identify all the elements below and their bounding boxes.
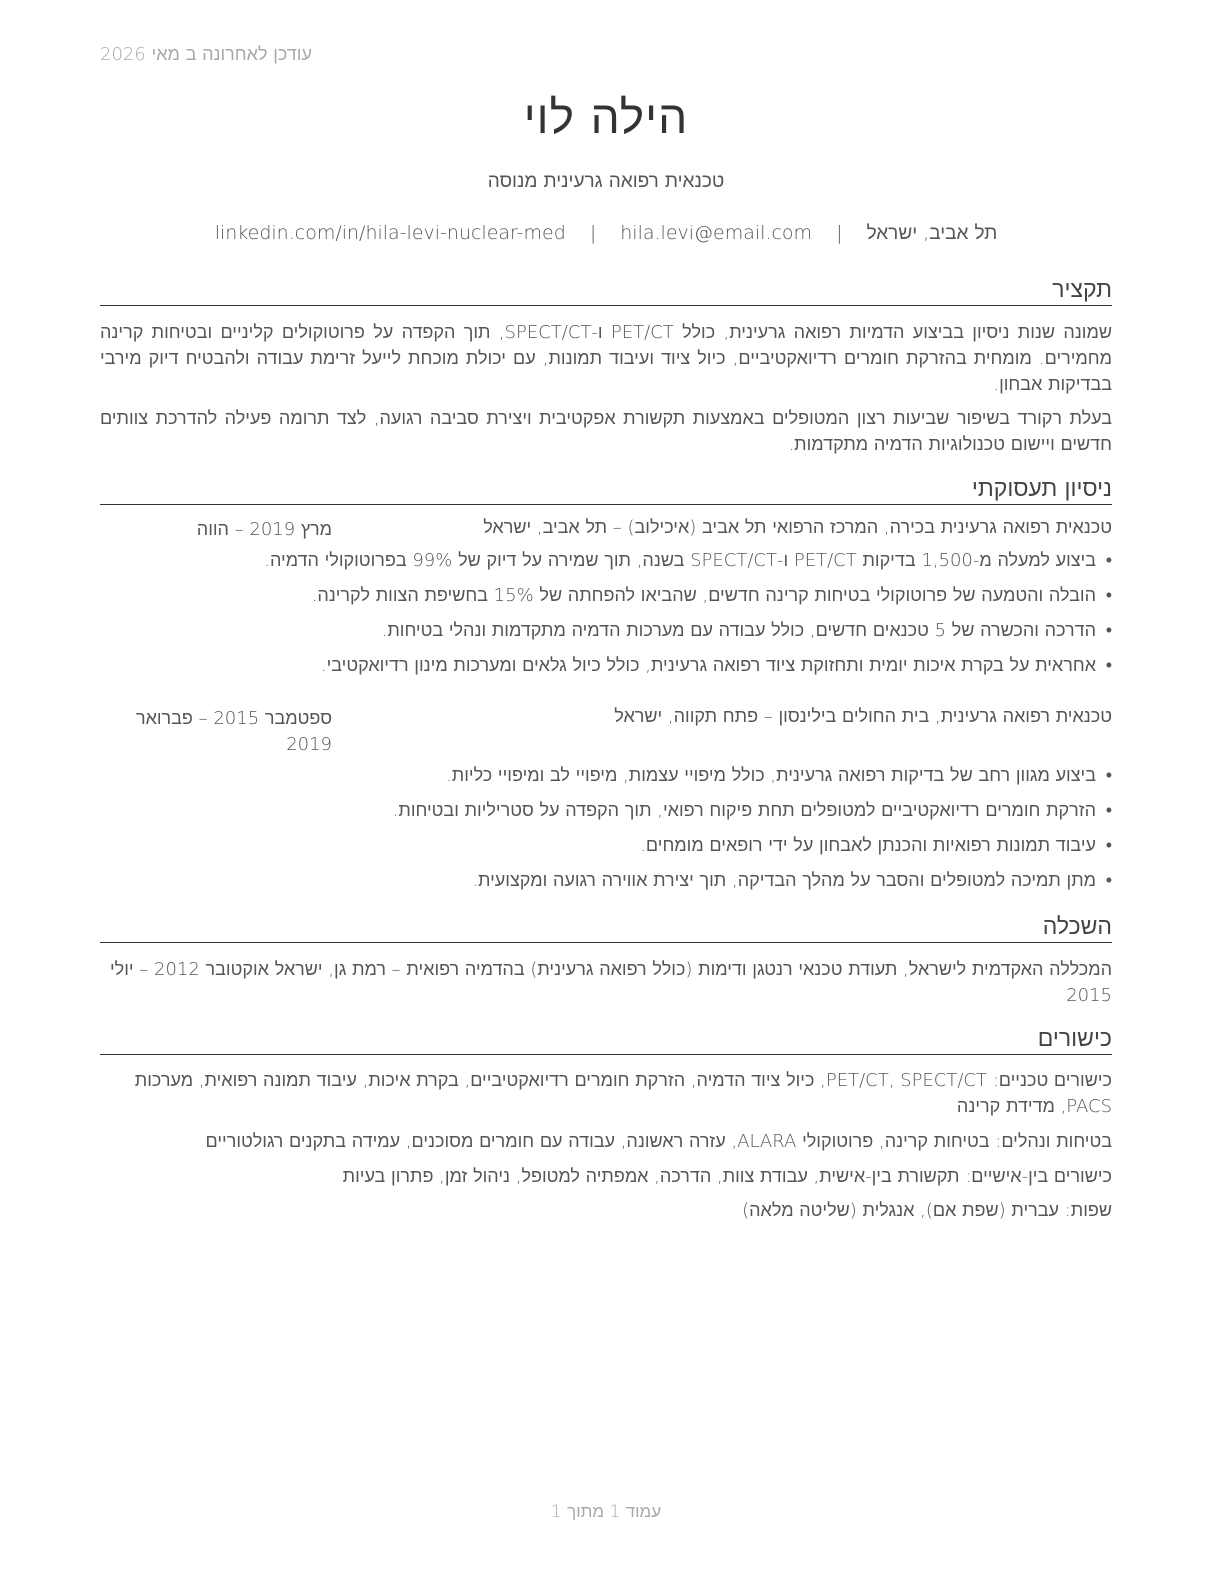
summary-paragraph: בעלת רקורד בשיפור שביעות רצון המטופלים באמצעות תקשורת אפקטיבית ויצירת סביבה רגועה, לצד תרומה פעילה להדרכת צוותים חדשים ויישום טכנולוגיות הדמיה מתקדמות. <box>100 408 1112 455</box>
candidate-name: הילה לוי <box>523 90 689 144</box>
job-date: ספטמבר 2015 – פברואר 2019 <box>135 708 332 755</box>
contact-separator: | <box>589 222 597 244</box>
contact-line <box>100 222 1112 245</box>
section-title-education: השכלה <box>100 913 1112 943</box>
list-item: • ביצוע מגוון רחב של בדיקות רפואה גרעינית, כולל מיפויי עצמות, מיפויי לב ומיפויי כליות. <box>100 763 1112 798</box>
contact-linkedin[interactable]: linkedin.com/in/hila-levi-nuclear-med <box>214 222 566 244</box>
list-item: • הובלה והטמעה של פרוטוקולי בטיחות קרינה חדשים, שהביאו להפחתה של 15% בחשיפת הצוות לקרינה. <box>100 583 1112 618</box>
candidate-subtitle: טכנאית רפואה גרעינית מנוסה <box>487 170 725 192</box>
page-footer: עמוד 1 מתוך 1 <box>550 1502 662 1522</box>
skill-line: שפות: עברית (שפת אם), אנגלית (שליטה מלאה) <box>742 1200 1112 1221</box>
job-header <box>100 517 1112 543</box>
job-bullets <box>100 548 1112 688</box>
education-entry <box>100 957 1112 1009</box>
resume-page <box>100 0 1112 1584</box>
job-title: טכנאית רפואה גרעינית בכירה, המרכז הרפואי תל אביב (איכילוב) – תל אביב, ישראל <box>483 517 1112 538</box>
list-item: • הזרקת חומרים רדיואקטיביים למטופלים תחת פיקוח רפואי, תוך הקפדה על סטריליות ובטיחות. <box>100 798 1112 833</box>
list-item: • מתן תמיכה למטופלים והסבר על מהלך הבדיקה, תוך יצירת אווירה רגועה ומקצועית. <box>100 868 1112 903</box>
skill-line: כישורים בין-אישיים: תקשורת בין-אישית, עבודת צוות, הדרכה, אמפתיה למטופל, ניהול זמן, פתרון בעיות <box>342 1166 1112 1187</box>
section-title-skills: כישורים <box>100 1025 1112 1055</box>
job-title: טכנאית רפואה גרעינית, בית החולים בילינסון – פתח תקווה, ישראל <box>614 706 1112 727</box>
list-item: • עיבוד תמונות רפואיות והכנתן לאבחון על ידי רופאים מומחים. <box>100 833 1112 868</box>
education-date: אוקטובר 2012 – יולי 2015 <box>110 959 1112 1006</box>
job-bullets <box>100 763 1112 903</box>
job-date: מרץ 2019 – הווה <box>196 519 332 540</box>
skill-line: בטיחות ונהלים: בטיחות קרינה, פרוטוקולי ALARA, עזרה ראשונה, עבודה עם חומרים מסוכנים, עמידה בתקנים רגולטוריים <box>205 1131 1112 1152</box>
contact-email[interactable]: hila.levi@email.com <box>620 222 813 244</box>
summary-paragraph: שמונה שנות ניסיון בביצוע הדמיות רפואה גרעינית, כולל PET/CT ו-SPECT/CT, תוך הקפדה על פרוטוקולים קליניים ובטיחות קרינה מחמירים. מומחית בהזרקת חומרים רדיואקטיביים, כיול ציוד ועיבוד תמונות, עם יכולת מוכחת לייעל זרימת עבודה ולהבטיח דיוק מירבי בבדיקות אבחון. <box>100 322 1112 395</box>
last-updated: עודכן לאחרונה ב מאי 2026 <box>100 44 312 65</box>
list-item: • הדרכה והכשרה של 5 טכנאים חדשים, כולל עבודה עם מערכות הדמיה מתקדמות ונהלי בטיחות. <box>100 618 1112 653</box>
contact-location: תל אביב, ישראל <box>866 222 998 244</box>
job-header <box>100 706 1112 755</box>
education-text: המכללה האקדמית לישראל, תעודת טכנאי רנטגן ודימות (כולל רפואה גרעינית) בהדמיה רפואית – רמת גן, ישראל <box>274 959 1112 980</box>
section-title-experience: ניסיון תעסוקתי <box>100 475 1112 505</box>
list-item: • ביצוע למעלה מ-1,500 בדיקות PET/CT ו-SPECT/CT בשנה, תוך שמירה על דיוק של 99% בפרוטוקולי הדמיה. <box>100 548 1112 583</box>
skill-line: כישורים טכניים: PET/CT, SPECT/CT, כיול ציוד הדמיה, הזרקת חומרים רדיואקטיביים, בקרת איכות, עיבוד תמונה רפואית, מערכות PACS, מדידת קרינה <box>134 1070 1112 1117</box>
section-title-summary: תקציר <box>100 276 1112 306</box>
contact-separator: | <box>836 222 843 244</box>
list-item: • אחראית על בקרת איכות יומית ותחזוקת ציוד רפואה גרעינית, כולל כיול גלאים ומערכות מינון רדיואקטיבי. <box>100 653 1112 688</box>
